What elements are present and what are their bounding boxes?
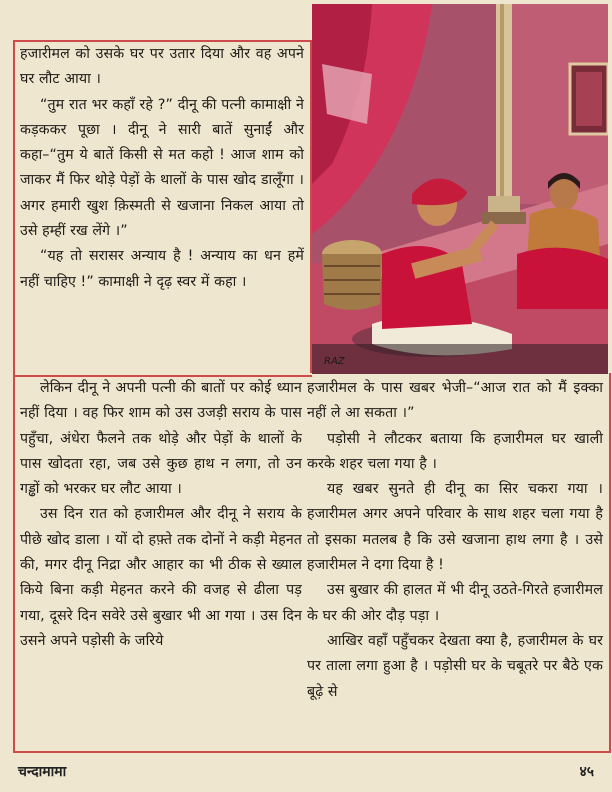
text-column-right	[307, 376, 603, 705]
paragraph: “यह तो सरासर अन्याय है ! अन्याय का धन हमें नहीं चाहिए !” कामाक्षी ने दृढ़ स्वर में कहा ।	[20, 248, 304, 290]
paragraph: हजारीमल को उसके घर पर उतार दिया और वह अपने घर लौट आया ।	[20, 46, 304, 88]
page-number: ४५	[579, 764, 594, 780]
illustrator-signature: RAZ	[324, 356, 345, 367]
story-illustration	[312, 4, 608, 374]
paragraph: उस दिन रात को हजारीमल और दीनू ने सराय के पीछे खोद डाला । यों दो हफ़्ते तक दोनों ने कड़ी मेहनत की, मगर दीनू निद्रा और आहार का भी ठीक से ख्याल किये बिना कड़ी मेहनत करने की वजह से ढीला पड़ गया, दूसरे दिन सवेरे उसे बुखार भी आ गया । उस दिन उसने अपने पड़ोसी के जरिये	[20, 506, 302, 649]
paragraph: उस बुखार की हालत में भी दीनू उठते-गिरते हजारीमल के घर की ओर दौड़ पड़ा ।	[307, 582, 603, 624]
paragraph: लेकिन दीनू ने अपनी पत्नी की बातों पर कोई ध्यान नहीं दिया । वह फिर शाम को उस उजड़ी सराय के पास पहुँचा, अंधेरा फैलने तक थोड़े और पेड़ों के थालों के पास खोदता रहा, जब उसे कुछ हाथ न लगा, तो उन गड्ढों को भरकर घर लौट आया ।	[20, 380, 302, 498]
text-column-top	[20, 42, 304, 295]
magazine-name: चन्दामामा	[18, 764, 67, 780]
text-column-left	[20, 376, 302, 654]
paragraph: पड़ोसी ने लौटकर बताया कि हजारीमल घर खाली करके शहर चला गया है ।	[307, 430, 603, 472]
paragraph: “तुम रात भर कहाँ रहे ?” दीनू की पत्नी कामाक्षी ने कड़ककर पूछा । दीनू ने सारी बातें सुनाईं और कहा–“तुम ये बातें किसी से मत कहो ! आज शाम को जाकर मैं फिर थोड़े पेड़ों के थालों के पास खोद डालूँगा । अगर हमारी खुश क़िस्मती से खजाना निकल आया तो उसे हम्हीं रख लेंगे ।”	[20, 96, 304, 240]
paragraph: हजारीमल के पास खबर भेजी–“आज रात को मैं इक्का नहीं ले आ सकता ।”	[307, 380, 603, 422]
paragraph: आखिर वहाँ पहुँचकर देखता क्या है, हजारीमल के घर पर ताला लगा हुआ है । पड़ोसी घर के चबूतरे पर बैठे एक बूढ़े से	[307, 632, 603, 700]
illustration-svg	[312, 4, 608, 374]
paragraph: यह खबर सुनते ही दीनू का सिर चकरा गया । हजारीमल अगर अपने परिवार के साथ शहर चला गया है तो इसका मतलब है कि उसे खजाना हाथ लगा है । उसे हजारीमल ने दगा दिया है !	[307, 481, 603, 574]
